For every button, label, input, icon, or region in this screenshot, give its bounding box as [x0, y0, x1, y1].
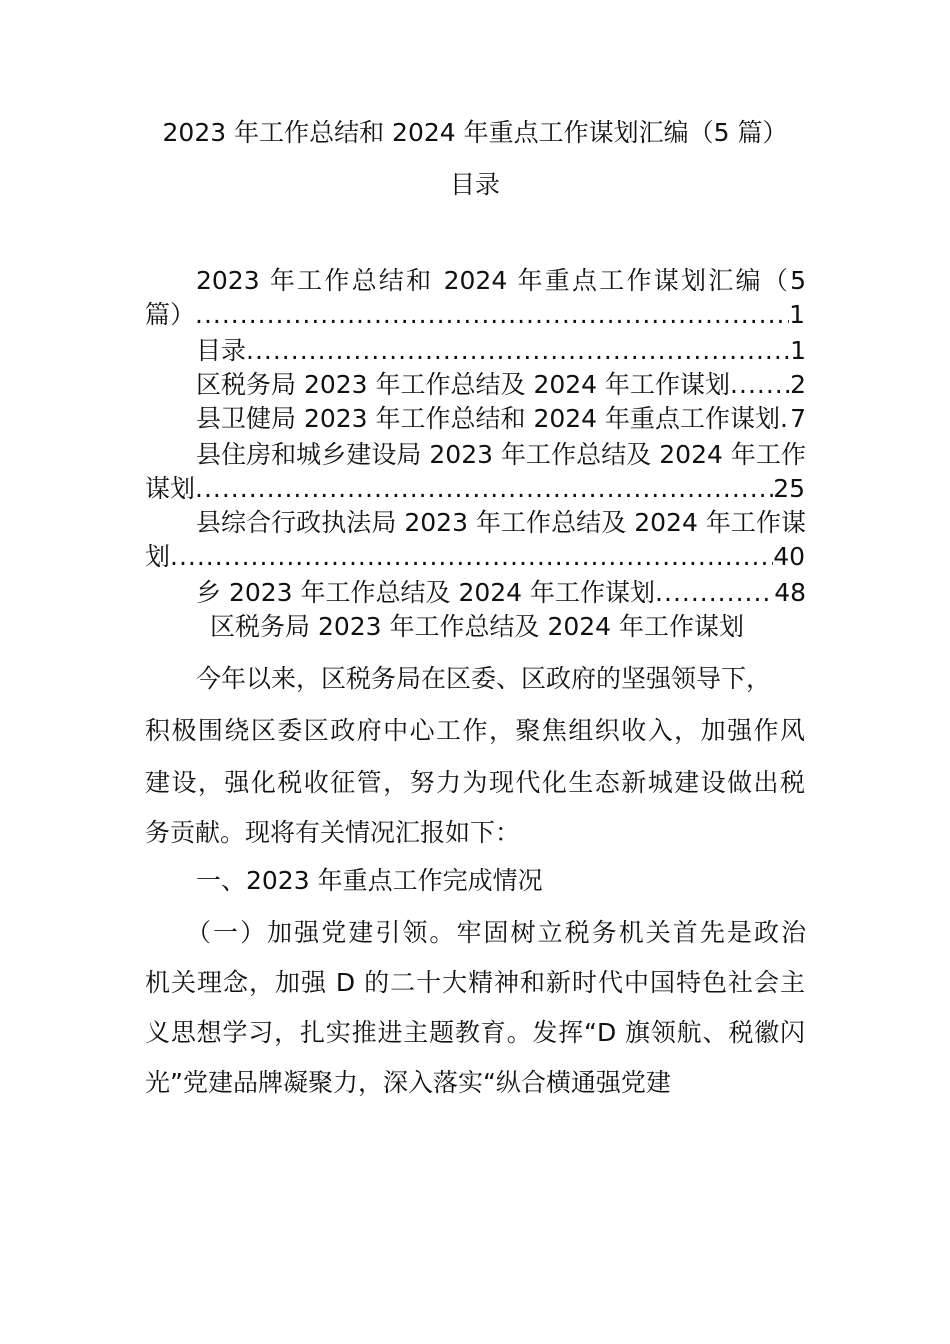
toc-page-number: 7 — [790, 404, 806, 433]
paragraph-line: （一）加强党建引领。牢固树立税务机关首先是政治 — [186, 918, 806, 947]
contents-heading: 目录 — [449, 170, 500, 199]
toc-entry-7[interactable] — [196, 578, 806, 608]
toc-entry-1-line2: 篇） — [145, 300, 196, 329]
toc-leader-dots — [195, 300, 789, 330]
toc-leader-dots — [780, 404, 790, 434]
toc-entry-6[interactable] — [145, 542, 805, 572]
toc-entry-5[interactable] — [145, 474, 805, 504]
toc-leader-dots — [195, 474, 773, 504]
toc-page-number: 25 — [773, 474, 805, 503]
toc-entry-6-line2: 划 — [145, 542, 171, 571]
toc-page-number: 1 — [789, 300, 805, 329]
section-heading: 一、2023 年重点工作完成情况 — [196, 866, 543, 895]
toc-entry-3[interactable] — [196, 370, 806, 400]
toc-entry-text: 目录 — [196, 336, 247, 365]
toc-leader-dots — [246, 336, 790, 366]
paragraph-line: 义思想学习，扎实推进主题教育。发挥“D 旗领航、税徽闪 — [145, 1018, 805, 1047]
document-title: 2023 年工作总结和 2024 年重点工作谋划汇编（5 篇） — [162, 118, 788, 147]
toc-entry-text: 区税务局 2023 年工作总结及 2024 年工作谋划 — [196, 370, 731, 399]
toc-entry-5-line1[interactable]: 县住房和城乡建设局 2023 年工作总结及 2024 年工作 — [196, 440, 806, 469]
toc-leader-dots — [170, 542, 773, 572]
toc-page-number: 2 — [790, 370, 806, 399]
toc-leader-dots — [730, 370, 790, 400]
toc-page-number: 48 — [774, 578, 806, 607]
paragraph-line: 务贡献。现将有关情况汇报如下： — [145, 818, 521, 847]
toc-page-number: 1 — [790, 336, 806, 365]
toc-entry-5-line2: 谋划 — [145, 474, 196, 503]
toc-entry-1[interactable] — [145, 300, 805, 330]
toc-entry-4[interactable] — [196, 404, 806, 434]
toc-entry-text: 县卫健局 2023 年工作总结和 2024 年重点工作谋划 — [196, 404, 781, 433]
toc-entry-2[interactable] — [196, 336, 806, 366]
toc-entry-6-line1[interactable]: 县综合行政执法局 2023 年工作总结及 2024 年工作谋 — [196, 508, 806, 537]
paragraph-line: 建设，强化税收征管，努力为现代化生态新城建设做出税 — [145, 768, 805, 797]
toc-leader-dots — [655, 578, 774, 608]
paragraph-line: 积极围绕区委区政府中心工作，聚焦组织收入，加强作风 — [145, 716, 805, 745]
toc-entry-text: 乡 2023 年工作总结及 2024 年工作谋划 — [196, 578, 656, 607]
paragraph-line: 光”党建品牌凝聚力，深入落实“纵合横通强党建 — [145, 1068, 671, 1097]
article-heading: 区税务局 2023 年工作总结及 2024 年工作谋划 — [210, 612, 745, 641]
paragraph-line: 机关理念，加强 D 的二十大精神和新时代中国特色社会主 — [145, 968, 805, 997]
toc-page-number: 40 — [773, 542, 805, 571]
paragraph-line: 今年以来，区税务局在区委、区政府的坚强领导下， — [196, 664, 772, 693]
toc-entry-1-line1[interactable]: 2023 年工作总结和 2024 年重点工作谋划汇编（5 — [196, 266, 806, 295]
